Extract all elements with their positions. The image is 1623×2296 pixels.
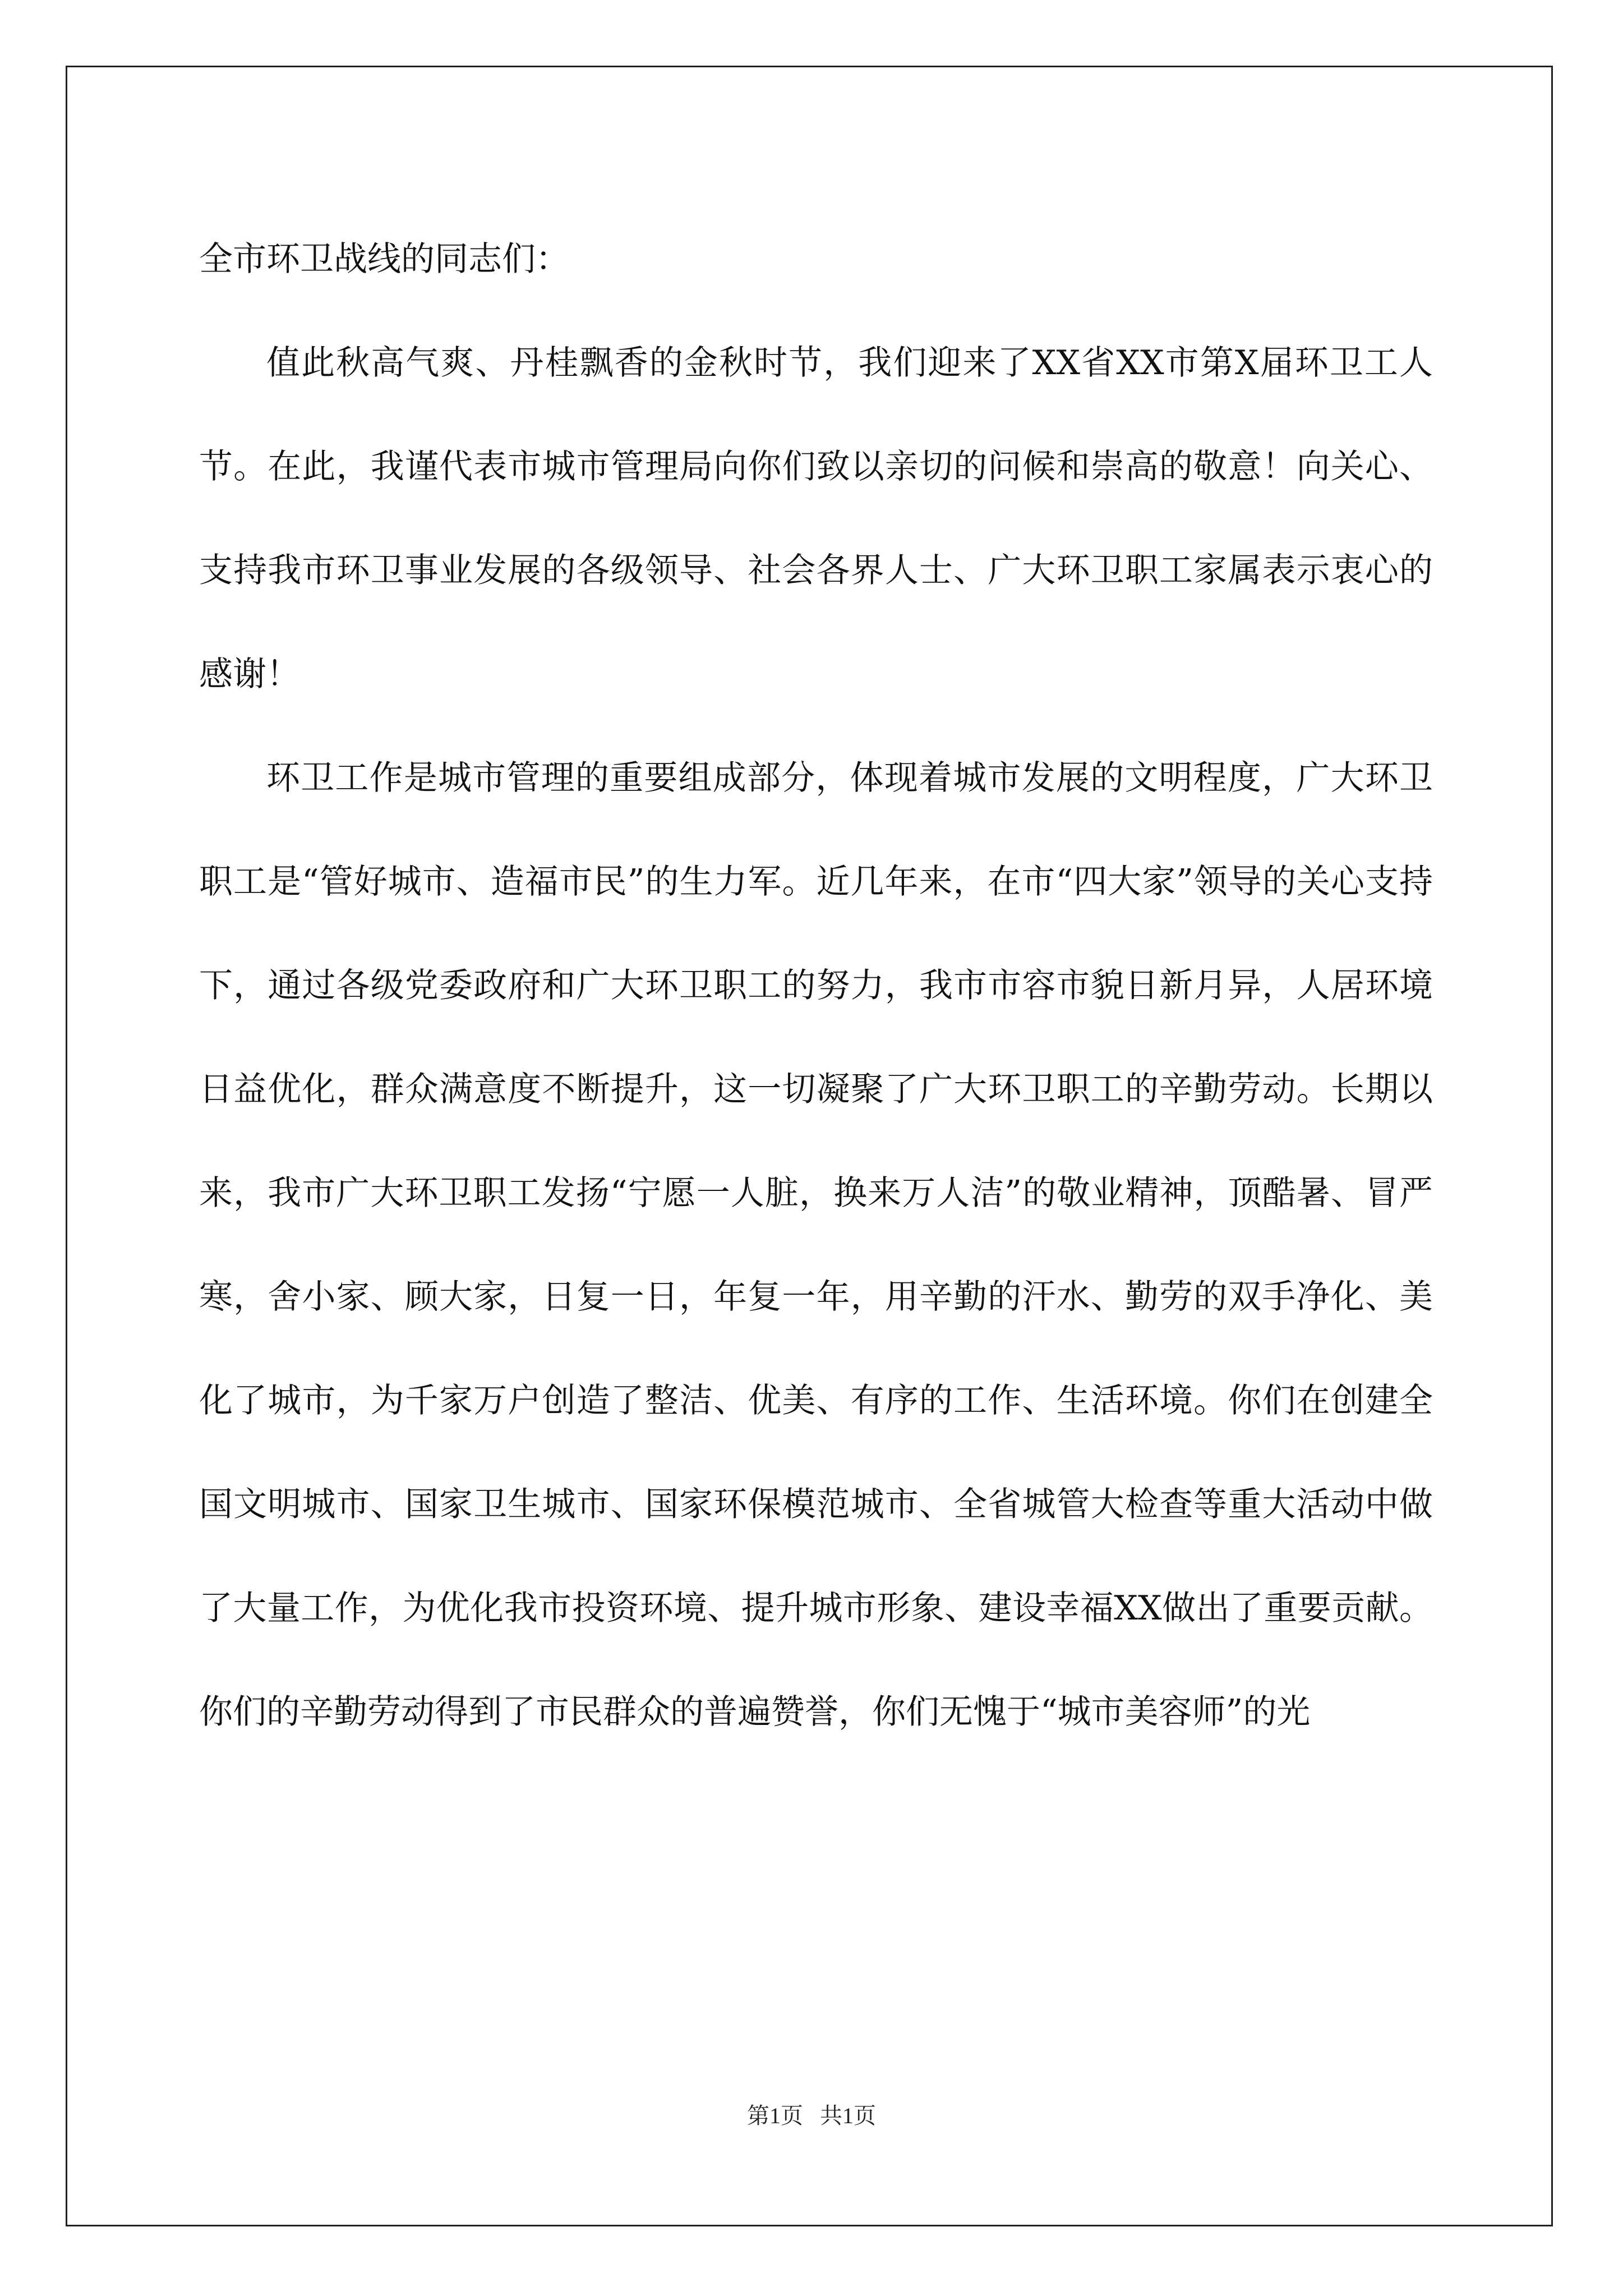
page-number: 第1页 (747, 2103, 803, 2128)
paragraph: 值此秋高气爽、丹桂飘香的金秋时节，我们迎来了XX省XX市第X届环卫工人节。在此，我谨代表市城市管理局向你们致以亲切的问候和崇高的敬意！向关心、支持我市环卫事业发展的各级领导、社会各界人士、广大环卫职工家属表示衷心的感谢！ (199, 343, 1433, 694)
page-total: 共1页 (820, 2103, 876, 2128)
paragraph: 环卫工作是城市管理的重要组成部分，体现着城市发展的文明程度，广大环卫职工是“管好城市、造福市民”的生力军。近几年来，在市“四大家”领导的关心支持下，通过各级党委政府和广大环卫职工的努力，我市市容市貌日新月异，人居环境日益优化，群众满意度不断提升，这一切凝聚了广大环卫职工的辛勤劳动。长期以来，我市广大环卫职工发扬“宁愿一人脏，换来万人洁”的敬业精神，顶酷暑、冒严寒，舍小家、顾大家，日复一日，年复一年，用辛勤的汗水、勤劳的双手净化、美化了城市，为千家万户创造了整洁、优美、有序的工作、生活环境。你们在创建全国文明城市、国家卫生城市、国家环保模范城市、全省城管大检查等重大活动中做了大量工作，为优化我市投资环境、提升城市形象、建设幸福XX做出了重要贡献。你们的辛勤劳动得到了市民群众的普遍赞誉，你们无愧于“城市美容师”的光 (199, 758, 1433, 1732)
salutation: 全市环卫战线的同志们： (199, 240, 569, 279)
document-body (199, 208, 1433, 1764)
page-footer (0, 2098, 1623, 2130)
